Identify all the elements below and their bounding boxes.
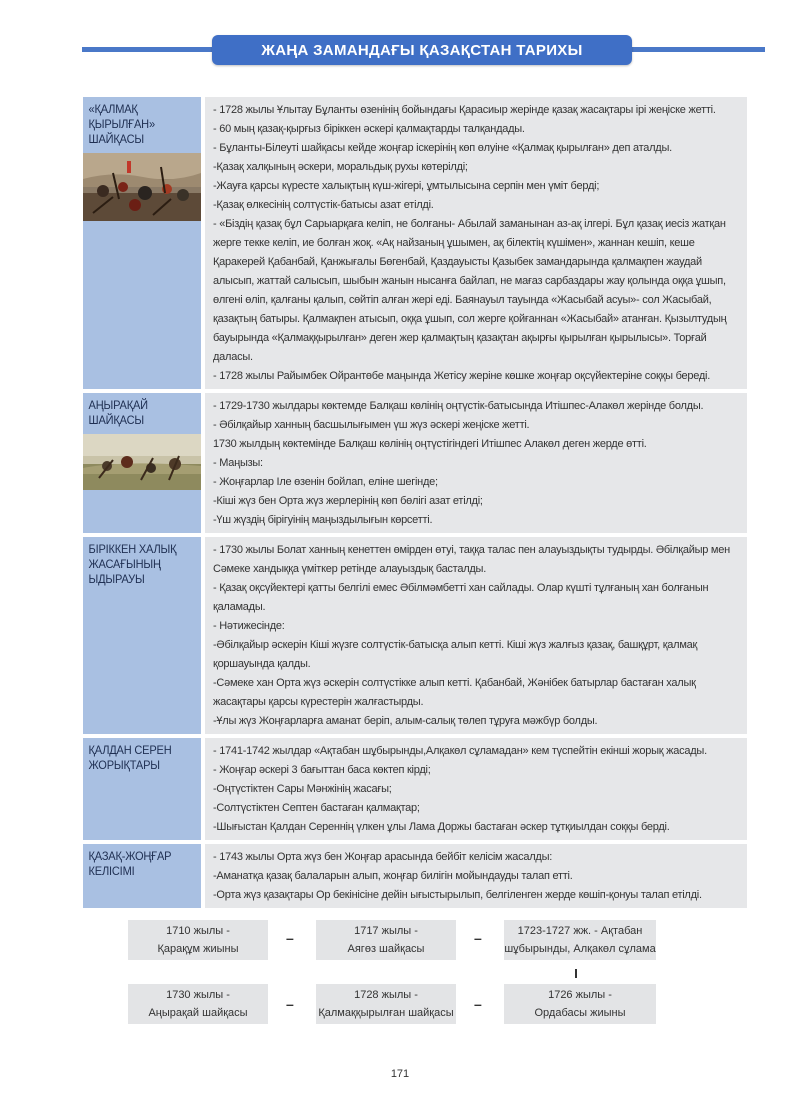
text-line: -Қазақ халқының әскери, моральдық рухы көтерілді; xyxy=(213,161,468,173)
table-row-kalmak xyxy=(83,97,747,389)
timeline-year: 1710 жылы - xyxy=(166,925,230,937)
timeline-event: Ордабасы жиыны xyxy=(534,1007,626,1019)
timeline-event: Қалмаққырылған шайқасы xyxy=(318,1007,454,1019)
row-heading: ҚАЗАҚ-ЖОҢҒАР КЕЛІСІМІ xyxy=(88,849,172,878)
row-heading-cell xyxy=(83,537,201,734)
text-line: -Аманатқа қазақ балаларын алып, жоңғар билігін мойындауды талап етті. xyxy=(213,870,573,882)
table-row-treaty xyxy=(83,844,747,908)
text-line: - 1728 жылы Райымбек Ойрантөбе маңында Жетісу жеріне көшке жоңғар оқсүйектеріне соққы береді. xyxy=(213,370,711,382)
text-line: - 60 мың қазақ-қырғыз біріккен әскері қалмақтарды талқандады. xyxy=(213,123,525,135)
text-line: -Сәмеке хан Орта жүз әскерін солтүстікке алып кетті. Қабанбай, Жәнібек батырлар бастаған халық жасақтары қарсы күрестерін жалғастырды. xyxy=(213,677,696,708)
battle-painting-image xyxy=(83,434,201,490)
text-line: -Қазақ өлкесінің солтүстік-батысы азат етілді. xyxy=(213,199,434,211)
text-line: -Әбілқайыр әскерін Кіші жүзге солтүстік-батысқа алып кетті. Кіші жүз жалғыз қазақ, башқұрт, қалмақ қоршауында қалды. xyxy=(213,639,698,670)
text-line: -Орта жүз қазақтары Ор бекінісіне дейін ығыстырылып, белгіленген жерде көшіп-қонуы талап етілді. xyxy=(213,889,702,901)
table-row-anyrakay xyxy=(83,393,747,533)
row-heading-cell xyxy=(83,738,201,840)
text-line: -Ұлы жүз Жоңғарларға аманат беріп, алым-салық төлеп тұруға мәжбүр болды. xyxy=(213,715,598,727)
timeline-event: шұбырынды, Алқакөл сұлама xyxy=(504,943,656,955)
timeline-dash: – xyxy=(474,996,482,1012)
timeline-dash: – xyxy=(286,996,294,1012)
row-heading-cell xyxy=(83,844,201,908)
row-heading-cell xyxy=(83,393,201,533)
row-text-cell xyxy=(205,393,747,533)
content-table xyxy=(83,97,747,912)
text-line: - «Біздің қазақ бұл Сарыарқаға келіп, не болғаны- Абылай заманынан аз-ақ ілгері. Бұл қазақ иесіз жатқан жерге текке келіп, ие болған жоқ. «Ақ найзаның ұшымен, ақ білектің күшімен», жаннан кешіп, кеше Қаракерей Қабанбай, Қанжығалы Бөгенбай, Қаздауысты Қазыбек замандарында қалмақпен жаудай алысып, жаттай салысып, шыбын жанын нысанға байлап, не мағаз сарбаздары жау қолында оққа ұшып, өлгені өліп, қалғаны қалып, сөйтіп алған жері еді. Баянауыл тауында «Жасыбай асуы»- сол Жасыбай, қазақтың батыры. Қалмақпен атысып, оққа ұшып, сол жерге қойғаннан «Жасыбай» атанған. Қызылтудың бауырында «Қалмаққырылған» деген жер қалмақтың қазақтан ақырғы қырылған қырылысы». Торғай даласы. xyxy=(213,218,727,363)
text-line: - 1729-1730 жылдары көктемде Балқаш көлінің оңтүстік-батысында Итішпес-Алакөл жерінде болды. xyxy=(213,400,704,412)
text-line: - 1730 жылы Болат ханның кенеттен өмірден өтуі, таққа талас пен алауыздықты тудырды. Әбілқайыр мен Сәмеке хандыққа үміткер ретінде алауыздық басталды. xyxy=(213,544,730,575)
timeline-year: 1728 жылы - xyxy=(354,989,418,1001)
timeline-year: 1723-1727 жж. - Ақтабан xyxy=(517,925,643,937)
text-line: - 1741-1742 жылдар «Ақтабан шұбырынды,Алқакөл сұламадан» кем түспейтін екінші жорық жасады. xyxy=(213,745,707,757)
row-text-cell xyxy=(205,738,747,840)
text-line: - Бұланты-Білеуті шайқасы кейде жоңғар іскерінің көп өлуіне «Қалмақ қырылған» деп аталды. xyxy=(213,142,672,154)
text-line: -Шығыстан Қалдан Сереннің үлкен ұлы Лама Доржы бастаған әскер тұтқиылдан соққы берді. xyxy=(213,821,670,833)
timeline-year: 1717 жылы - xyxy=(354,925,418,937)
header-rule-left xyxy=(82,47,222,52)
row-heading: БІРІККЕН ХАЛЫҚ ЖАСАҒЫНЫҢ ЫДЫРАУЫ xyxy=(88,542,177,586)
header-rule-right xyxy=(625,47,765,52)
timeline-event: Аңырақай шайқасы xyxy=(148,1007,248,1019)
text-line: - Нәтижесінде: xyxy=(213,620,285,632)
text-line: - 1728 жылы Ұлытау Бұланты өзенінің бойындағы Қарасиыр жерінде қазақ жасақтары ірі жеңіске жетті. xyxy=(213,104,716,116)
timeline-box xyxy=(128,920,268,960)
row-text-cell xyxy=(205,97,747,389)
timeline-dash: – xyxy=(474,930,482,946)
table-row-galdan xyxy=(83,738,747,840)
timeline-diagram xyxy=(128,920,688,1030)
battle-painting-image xyxy=(83,153,201,221)
text-line: 1730 жылдың көктемінде Балқаш көлінің оңтүстігіндегі Итішпес Алакөл деген жерде өтті. xyxy=(213,438,647,450)
text-line: -Үш жүздің бірігуінің маңыздылығын көрсетті. xyxy=(213,514,433,526)
row-heading: ҚАЛДАН СЕРЕН ЖОРЫҚТАРЫ xyxy=(88,743,172,772)
timeline-box xyxy=(504,984,656,1024)
table-row-union-collapse xyxy=(83,537,747,734)
text-line: -Жауға қарсы күресте халықтың күш-жігері, ұмтылысына серпін мен үміт берді; xyxy=(213,180,600,192)
text-line: -Солтүстіктен Септен бастаған қалмақтар; xyxy=(213,802,420,814)
page-number: 171 xyxy=(390,1068,410,1080)
row-text-cell xyxy=(205,844,747,908)
timeline-event: Қарақұм жиыны xyxy=(157,943,239,955)
timeline-box xyxy=(316,984,456,1024)
row-heading-cell xyxy=(83,97,201,389)
timeline-box xyxy=(128,984,268,1024)
timeline-event: Аягөз шайқасы xyxy=(347,943,425,955)
row-text-cell xyxy=(205,537,747,734)
text-line: - Әбілқайыр ханның басшылығымен үш жүз әскері жеңіске жетті. xyxy=(213,419,530,431)
timeline-year: 1730 жылы - xyxy=(166,989,230,1001)
text-line: -Кіші жүз бен Орта жүз жерлерінің көп бөлігі азат етілді; xyxy=(213,495,483,507)
text-line: -Оңтүстіктен Сары Мәнжінің жасағы; xyxy=(213,783,392,795)
timeline-box xyxy=(316,920,456,960)
page-title: ЖАҢА ЗАМАНДАҒЫ ҚАЗАҚСТАН ТАРИХЫ xyxy=(212,35,632,65)
timeline-dash: – xyxy=(286,930,294,946)
row-heading: «ҚАЛМАҚ ҚЫРЫЛҒАН» ШАЙҚАСЫ xyxy=(88,102,155,146)
timeline-connector xyxy=(575,969,577,978)
text-line: - Жоңғар әскері 3 бағыттан баса көктеп кірді; xyxy=(213,764,431,776)
timeline-year: 1726 жылы - xyxy=(548,989,612,1001)
timeline-box xyxy=(504,920,656,960)
row-heading: АҢЫРАҚАЙ ШАЙҚАСЫ xyxy=(88,398,148,427)
text-line: - Жоңғарлар Іле өзенін бойлап, еліне шегінде; xyxy=(213,476,438,488)
text-line: - Қазақ оқсүйектері қатты белгілі емес Әбілмәмбетті хан сайлады. Олар күшті тұлғаның хан болғанын қаламады. xyxy=(213,582,709,613)
text-line: - 1743 жылы Орта жүз бен Жоңғар арасында бейбіт келісім жасалды: xyxy=(213,851,553,863)
text-line: - Маңызы: xyxy=(213,457,263,469)
